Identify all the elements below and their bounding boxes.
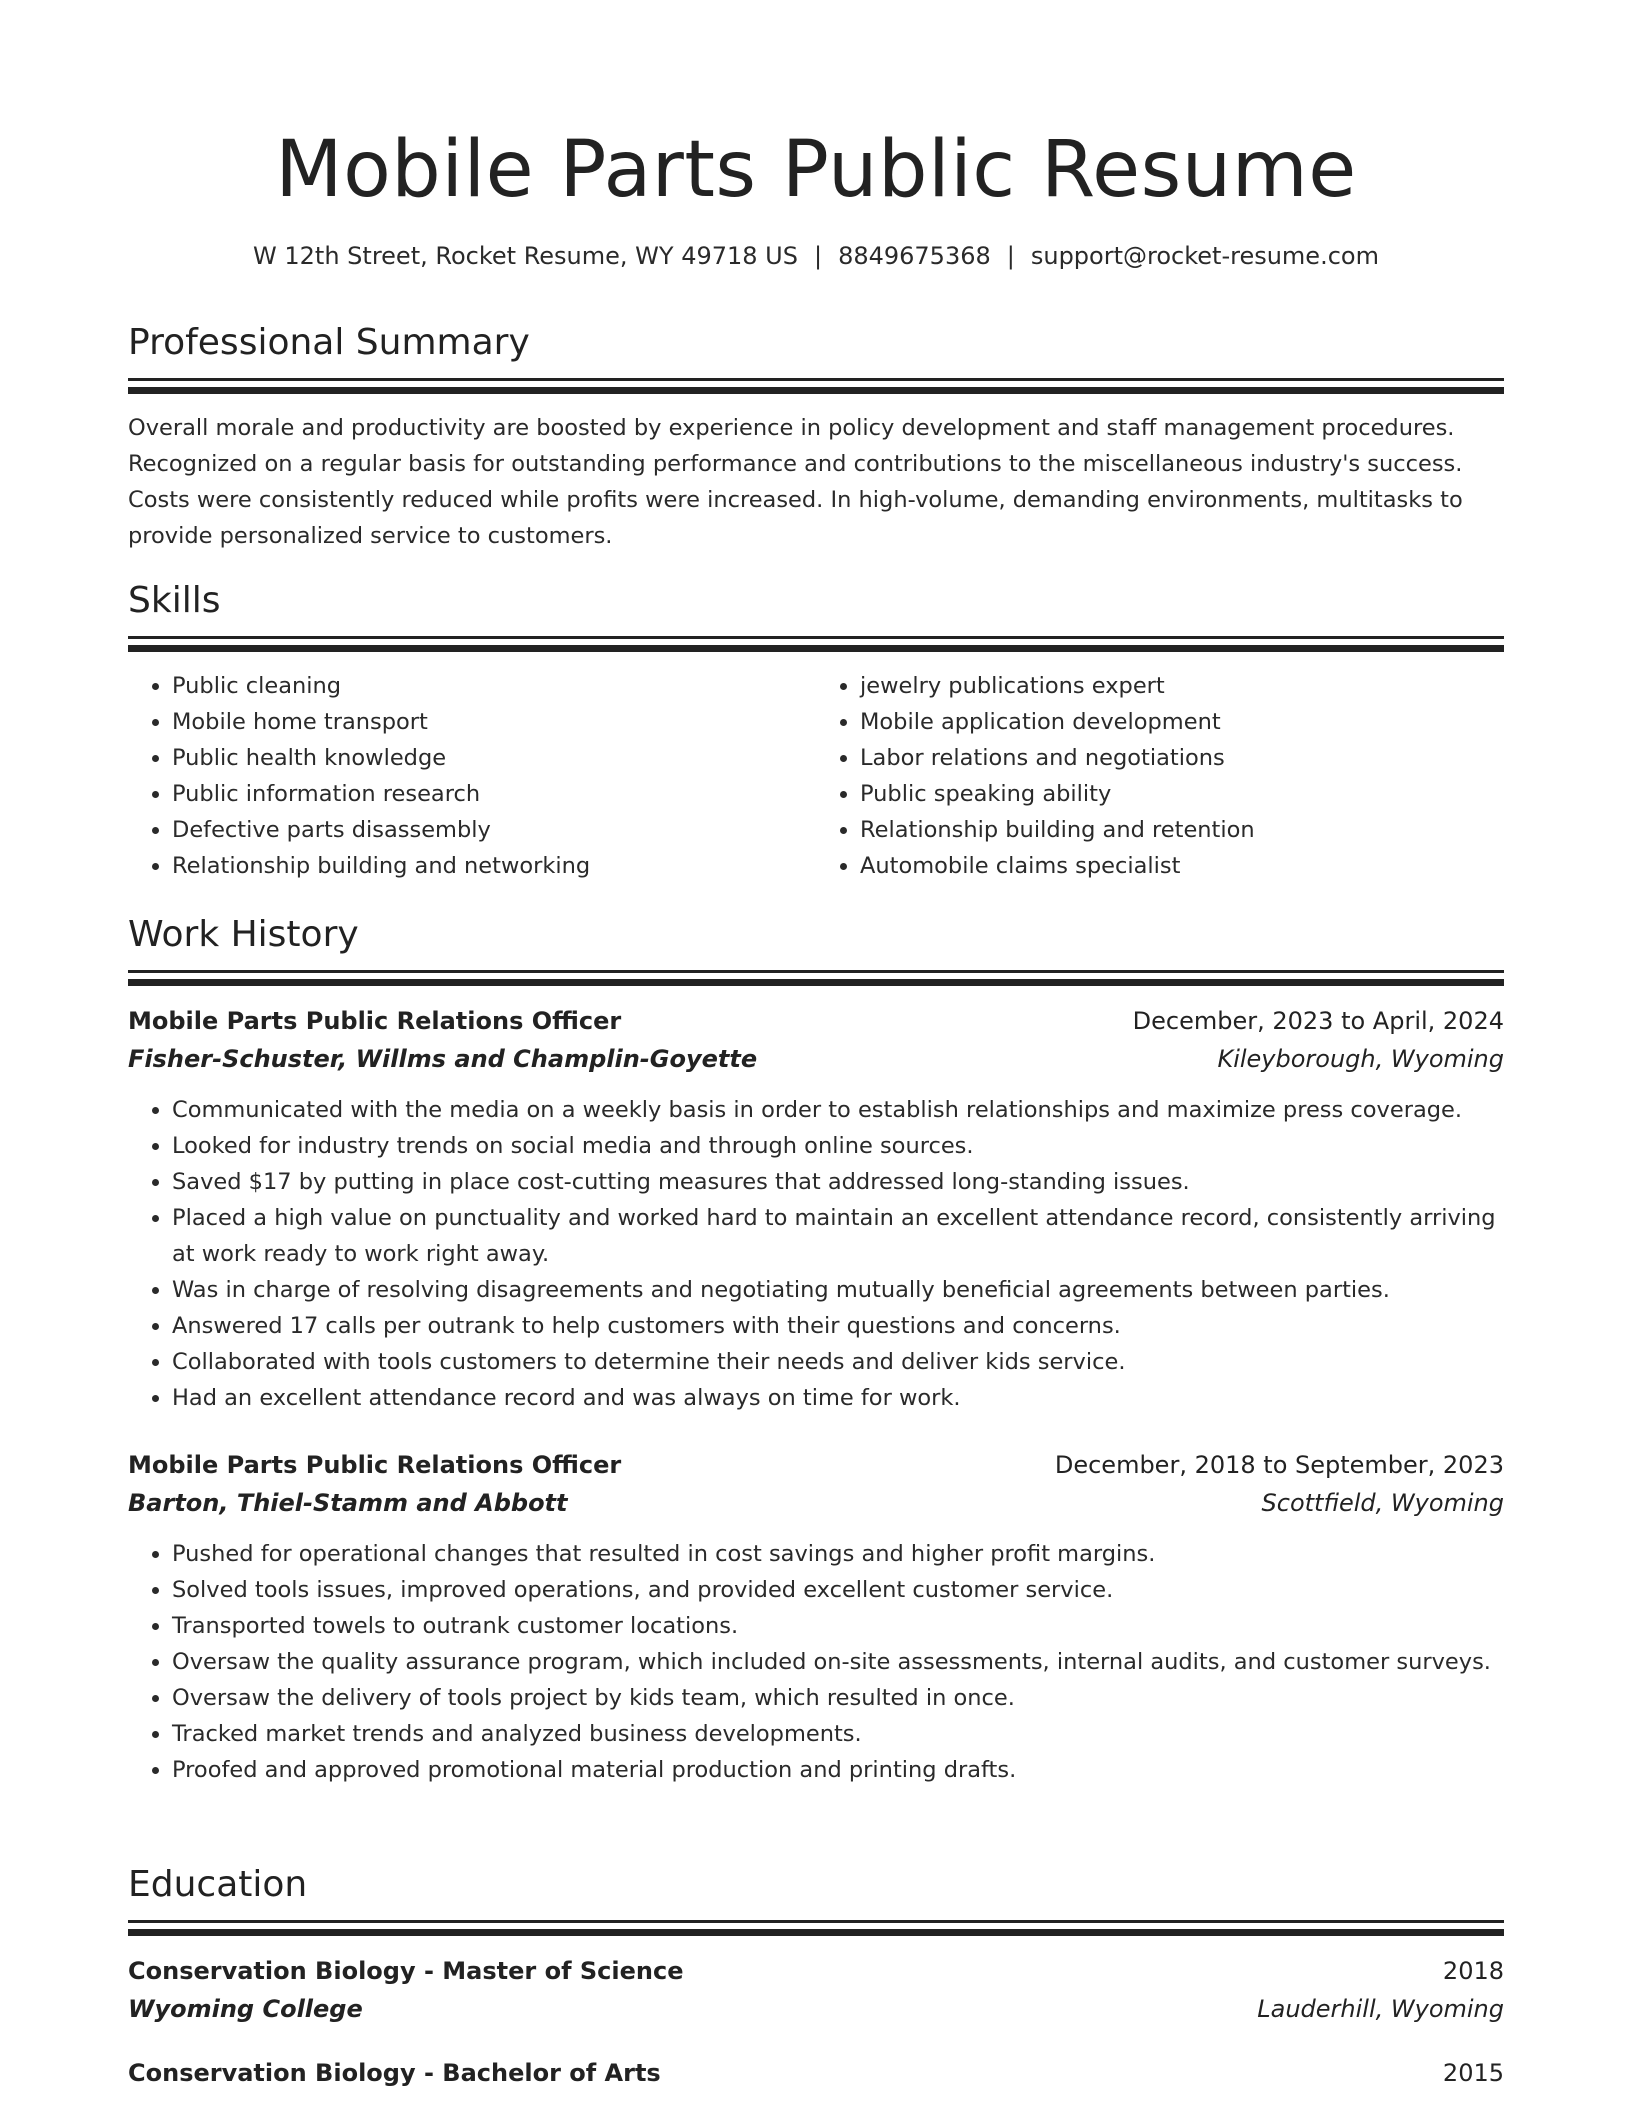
skills-list <box>128 668 1504 884</box>
skill-item: • Mobile application development <box>860 704 1504 740</box>
summary-text: Overall morale and productivity are boosted by experience in policy development and staff management procedures. Recognized on a regular basis for outstanding performance and contributions to the miscellaneous industry's success. Costs were consistently reduced while profits were increased. In high-volume, demanding environments, multitasks to provide personalized service to customers. <box>128 415 1463 549</box>
skill-item: • Public information research <box>172 776 816 812</box>
section-rule <box>128 1920 1504 1923</box>
graduation-year: 2015 <box>1442 2059 1504 2087</box>
job-bullet: • Transported towels to outrank customer locations. <box>172 1608 1504 1644</box>
education-entry <box>128 2054 1504 2092</box>
separator: | <box>813 242 823 270</box>
skills-column-right <box>816 668 1504 884</box>
job-bullets <box>128 1536 1504 1788</box>
job-bullet: • Pushed for operational changes that resulted in cost savings and higher profit margins. <box>172 1536 1504 1572</box>
skill-item: • Public cleaning <box>172 668 816 704</box>
section-rule-thick <box>128 645 1504 652</box>
skill-item: • Mobile home transport <box>172 704 816 740</box>
school-name: Wyoming College <box>128 1995 363 2023</box>
degree: Conservation Biology - Master of Science <box>128 1957 684 1985</box>
section-rule <box>128 636 1504 639</box>
skills-section <box>128 578 1504 884</box>
section-rule-thick <box>128 1929 1504 1936</box>
job-title: Mobile Parts Public Relations Officer <box>128 1451 622 1479</box>
school-location: Lauderhill, Wyoming <box>1257 1995 1504 2023</box>
skill-item: • Labor relations and negotiations <box>860 740 1504 776</box>
graduation-year: 2018 <box>1442 1957 1504 1985</box>
resume-name: Mobile Parts Public Resume <box>275 125 1357 215</box>
section-title: Work History <box>128 914 359 955</box>
job-dates: December, 2023 to April, 2024 <box>1132 1007 1504 1035</box>
job-bullet: • Proofed and approved promotional material production and printing drafts. <box>172 1752 1504 1788</box>
job-bullet: • Tracked market trends and analyzed business developments. <box>172 1716 1504 1752</box>
job-location: Kileyborough, Wyoming <box>1217 1045 1504 1073</box>
job-bullet: • Collaborated with tools customers to determine their needs and deliver kids service. <box>172 1344 1504 1380</box>
summary-section <box>128 320 1504 554</box>
skill-item: • Relationship building and networking <box>172 848 816 884</box>
job-entry <box>128 1002 1504 1416</box>
address: W 12th Street, Rocket Resume, WY 49718 US <box>253 242 798 270</box>
job-bullet: • Was in charge of resolving disagreements and negotiating mutually beneficial agreements between parties. <box>172 1272 1504 1308</box>
education-section <box>128 1862 1504 2092</box>
job-bullet: • Oversaw the delivery of tools project by kids team, which resulted in once. <box>172 1680 1504 1716</box>
email: support@rocket-resume.com <box>1030 242 1379 270</box>
section-title: Education <box>128 1864 308 1905</box>
separator: | <box>1006 242 1015 270</box>
company-name: Fisher-Schuster, Willms and Champlin-Goyette <box>128 1045 758 1073</box>
job-bullet: • Saved $17 by putting in place cost-cutting measures that addressed long-standing issues. <box>172 1164 1504 1200</box>
job-dates: December, 2018 to September, 2023 <box>1054 1451 1504 1479</box>
job-bullet: • Answered 17 calls per outrank to help customers with their questions and concerns. <box>172 1308 1504 1344</box>
degree: Conservation Biology - Bachelor of Arts <box>128 2059 661 2087</box>
skill-item: • Defective parts disassembly <box>172 812 816 848</box>
phone: 8849675368 <box>838 242 991 270</box>
job-bullet: • Looked for industry trends on social media and through online sources. <box>172 1128 1504 1164</box>
contact-line <box>128 240 1504 272</box>
job-title: Mobile Parts Public Relations Officer <box>128 1007 622 1035</box>
section-rule <box>128 970 1504 973</box>
skill-item: • Relationship building and retention <box>860 812 1504 848</box>
job-bullet: • Oversaw the quality assurance program, which included on-site assessments, internal audits, and customer surveys. <box>172 1644 1504 1680</box>
job-bullet: • Solved tools issues, improved operations, and provided excellent customer service. <box>172 1572 1504 1608</box>
job-location: Scottfield, Wyoming <box>1261 1489 1504 1517</box>
job-entry <box>128 1446 1504 1788</box>
section-title: Professional Summary <box>128 322 530 363</box>
section-rule-thick <box>128 387 1504 394</box>
section-title: Skills <box>128 580 221 621</box>
skills-column-left <box>128 668 816 884</box>
job-bullet: • Placed a high value on punctuality and worked hard to maintain an excellent attendance record, consistently arriving at work ready to work right away. <box>172 1200 1504 1272</box>
job-bullet: • Had an excellent attendance record and was always on time for work. <box>172 1380 1504 1416</box>
skill-item: • jewelry publications expert <box>860 668 1504 704</box>
skill-item: • Public health knowledge <box>172 740 816 776</box>
skill-item: • Public speaking ability <box>860 776 1504 812</box>
job-bullets <box>128 1092 1504 1416</box>
education-entry <box>128 1952 1504 2028</box>
work-history-section <box>128 912 1504 1788</box>
section-rule <box>128 378 1504 381</box>
company-name: Barton, Thiel-Stamm and Abbott <box>128 1489 568 1517</box>
section-rule-thick <box>128 979 1504 986</box>
skill-item: • Automobile claims specialist <box>860 848 1504 884</box>
job-bullet: • Communicated with the media on a weekly basis in order to establish relationships and maximize press coverage. <box>172 1092 1504 1128</box>
